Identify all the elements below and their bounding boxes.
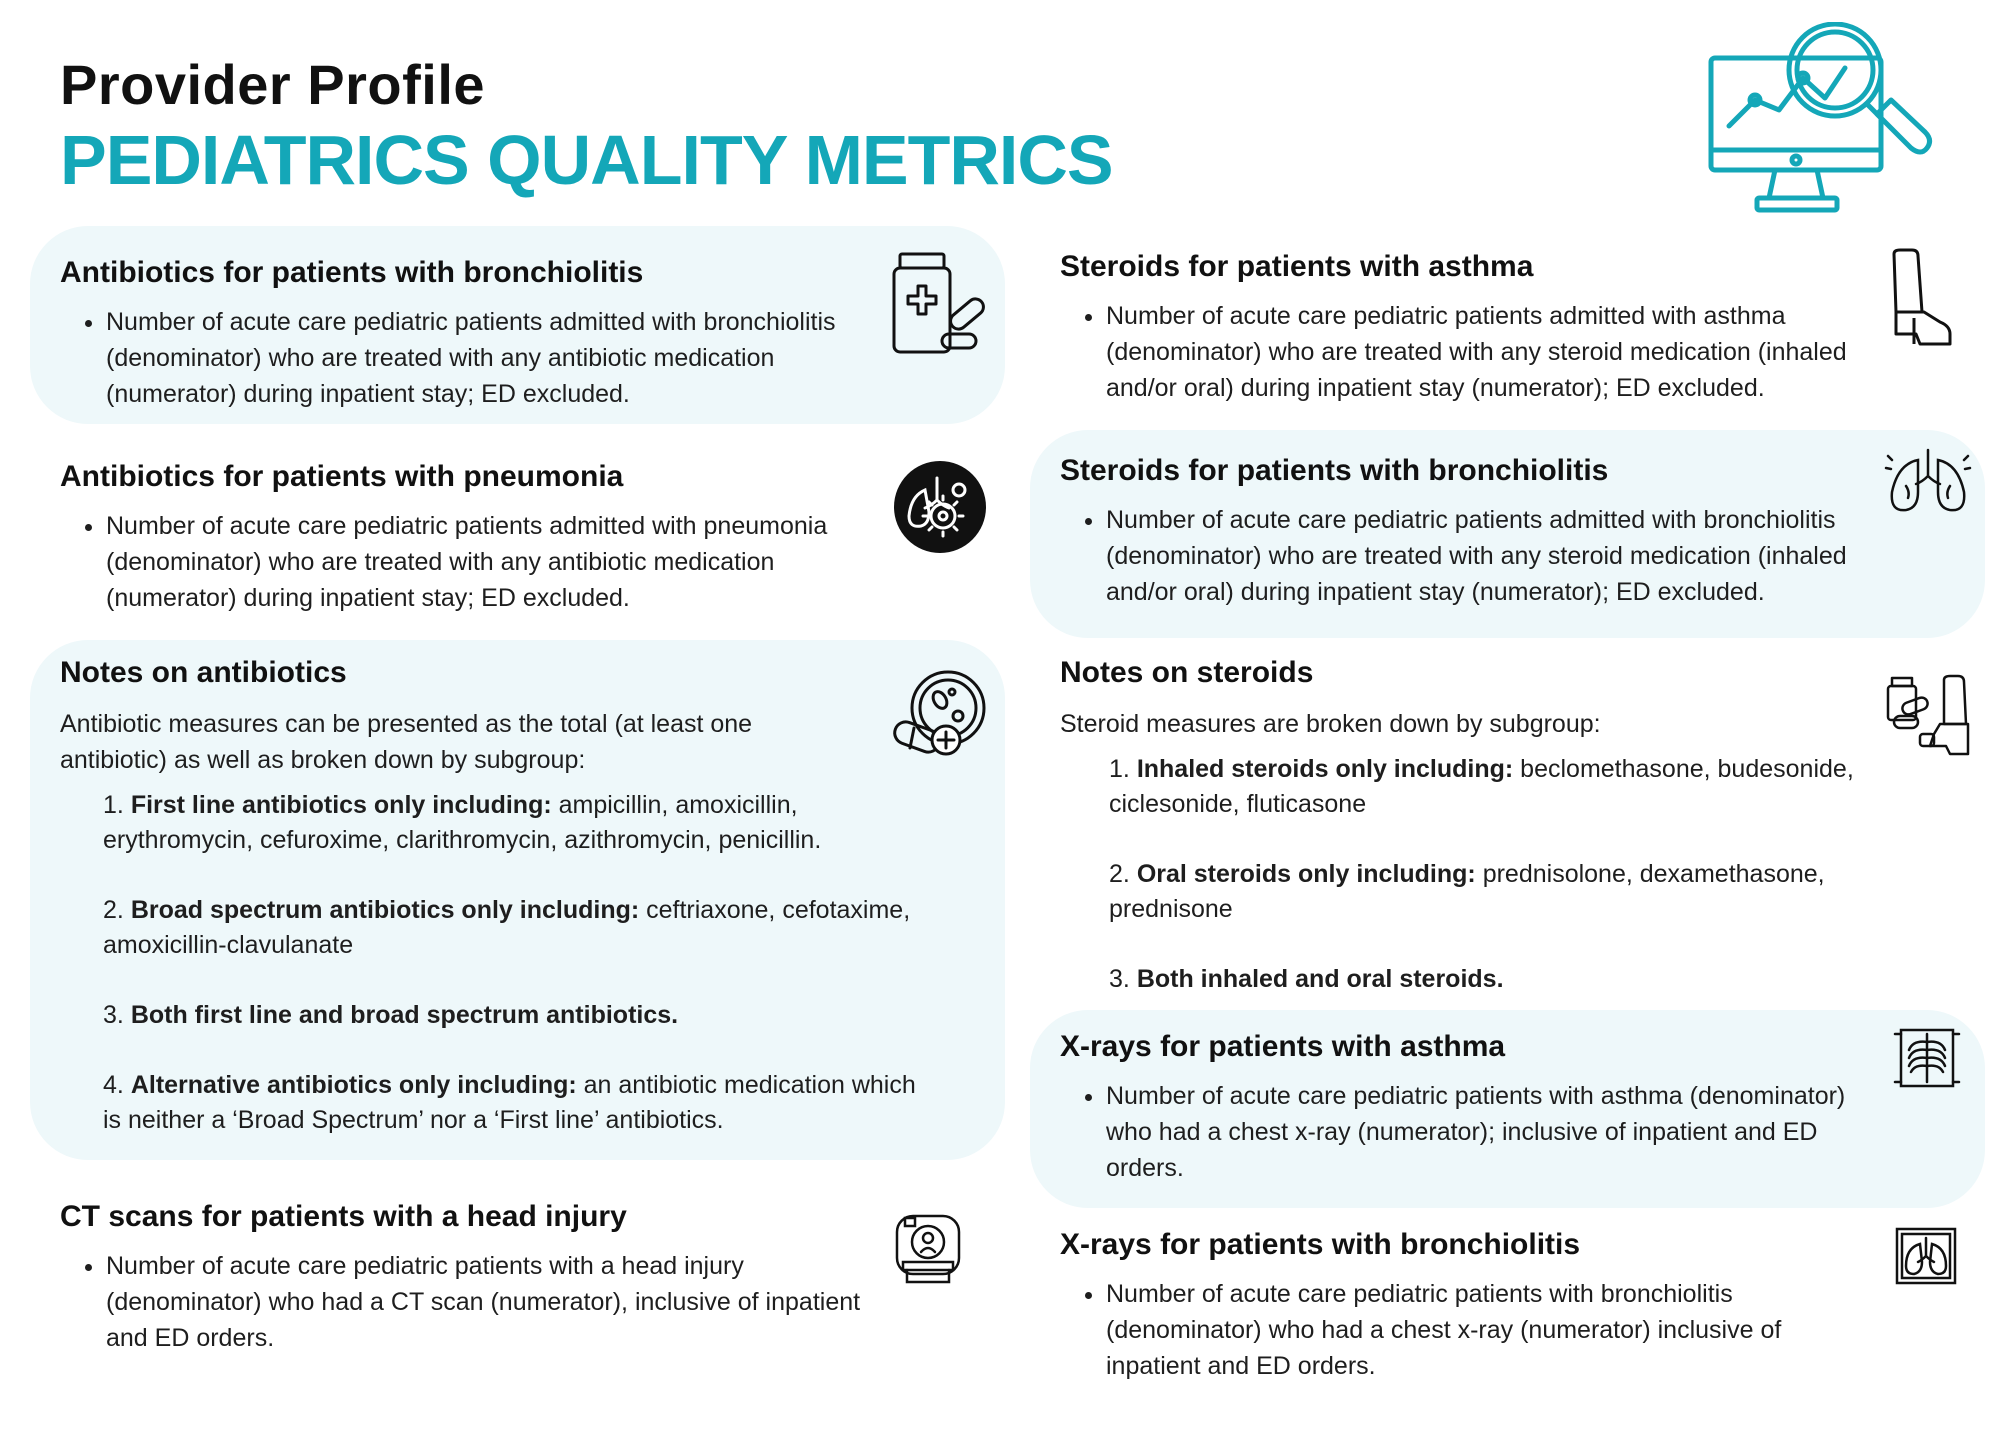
lungs-icon xyxy=(1884,446,1972,516)
chest-xray-icon xyxy=(1893,1024,1961,1092)
section-title: X-rays for patients with asthma xyxy=(1060,1030,1506,1063)
inhaler-pills-icon xyxy=(1886,674,1972,758)
page-title: Provider Profile xyxy=(60,53,486,116)
list-item: • Number of acute care pediatric patients with a head injury (denominator) who had a CT scan (numerator), inclusive of inpatient and ED orders. xyxy=(106,1248,890,1356)
list-item: • Number of acute care pediatric patients admitted with pneumonia (denominator) who are treated with any antibiotic medication (numerator) during inpatient stay; ED excluded. xyxy=(106,508,890,616)
section-antibiotics-notes xyxy=(60,656,930,1138)
notes-intro: Steroid measures are broken down by subgroup: xyxy=(1060,710,1601,738)
list-item: 4. Alternative antibiotics only including: an antibiotic medication which is neither a ‘Broad Spectrum’ nor a ‘First line’ antibiotics. xyxy=(103,1071,916,1134)
page-subtitle: PEDIATRICS QUALITY METRICS xyxy=(60,121,1113,199)
list-item: 3. Both first line and broad spectrum antibiotics. xyxy=(103,1001,679,1029)
list-item: 2. Broad spectrum antibiotics only including: ceftriaxone, cefotaxime, amoxicillin-clavulanate xyxy=(103,896,911,959)
list-item: • Number of acute care pediatric patients admitted with bronchiolitis (denominator) who are treated with any steroid medication (inhaled and/or oral) during inpatient stay (numerator); ED excluded. xyxy=(1106,502,1880,610)
medicine-bottle-icon xyxy=(888,250,988,356)
inhaler-icon xyxy=(1886,248,1954,348)
section-title: Antibiotics for patients with pneumonia xyxy=(60,460,624,493)
section-antibiotics-bronchiolitis xyxy=(60,256,890,412)
lungs-virus-icon xyxy=(893,460,987,554)
list-item: • Number of acute care pediatric patients with asthma (denominator) who had a chest x-ray (numerator); inclusive of inpatient and ED orders. xyxy=(1106,1078,1880,1186)
section-title: Notes on antibiotics xyxy=(60,656,347,689)
section-title: Antibiotics for patients with bronchiolitis xyxy=(60,256,644,289)
section-xray-asthma xyxy=(1060,1030,1880,1186)
section-steroids-bronchiolitis xyxy=(1060,454,1880,610)
section-title: X-rays for patients with bronchiolitis xyxy=(1060,1228,1581,1261)
list-item: 1. Inhaled steroids only including: beclomethasone, budesonide, ciclesonide, fluticasone xyxy=(1109,755,1854,818)
section-steroids-asthma xyxy=(1060,250,1880,406)
list-item: 2. Oral steroids only including: prednisolone, dexamethasone, prednisone xyxy=(1109,860,1825,923)
section-xray-bronchiolitis xyxy=(1060,1228,1880,1384)
section-steroids-notes xyxy=(1060,656,1920,997)
bacteria-pill-icon xyxy=(890,668,992,758)
list-item: 3. Both inhaled and oral steroids. xyxy=(1109,965,1504,993)
list-item: 1. First line antibiotics only including: ampicillin, amoxicillin, erythromycin, cefuroxime, clarithromycin, azithromycin, penicillin. xyxy=(103,791,822,854)
list-item: • Number of acute care pediatric patients admitted with bronchiolitis (denominator) who are treated with any antibiotic medication (numerator) during inpatient stay; ED excluded. xyxy=(106,304,890,412)
notes-intro: Antibiotic measures can be presented as the total (at least one antibiotic) as well as broken down by subgroup: xyxy=(60,710,753,774)
section-ct-head-injury xyxy=(60,1200,890,1356)
lung-xray-icon xyxy=(1894,1226,1958,1286)
list-item: • Number of acute care pediatric patients admitted with asthma (denominator) who are treated with any steroid medication (inhaled and/or oral) during inpatient stay (numerator); ED excluded. xyxy=(1106,298,1880,406)
section-title: Notes on steroids xyxy=(1060,656,1314,689)
ct-scanner-icon xyxy=(893,1212,963,1286)
section-title: Steroids for patients with asthma xyxy=(1060,250,1534,283)
monitor-analytics-icon xyxy=(1705,22,1945,217)
section-title: CT scans for patients with a head injury xyxy=(60,1200,627,1233)
list-item: • Number of acute care pediatric patients with bronchiolitis (denominator) who had a chest x-ray (numerator) inclusive of inpatient and ED orders. xyxy=(1106,1276,1880,1384)
section-title: Steroids for patients with bronchiolitis xyxy=(1060,454,1609,487)
section-antibiotics-pneumonia xyxy=(60,460,890,616)
